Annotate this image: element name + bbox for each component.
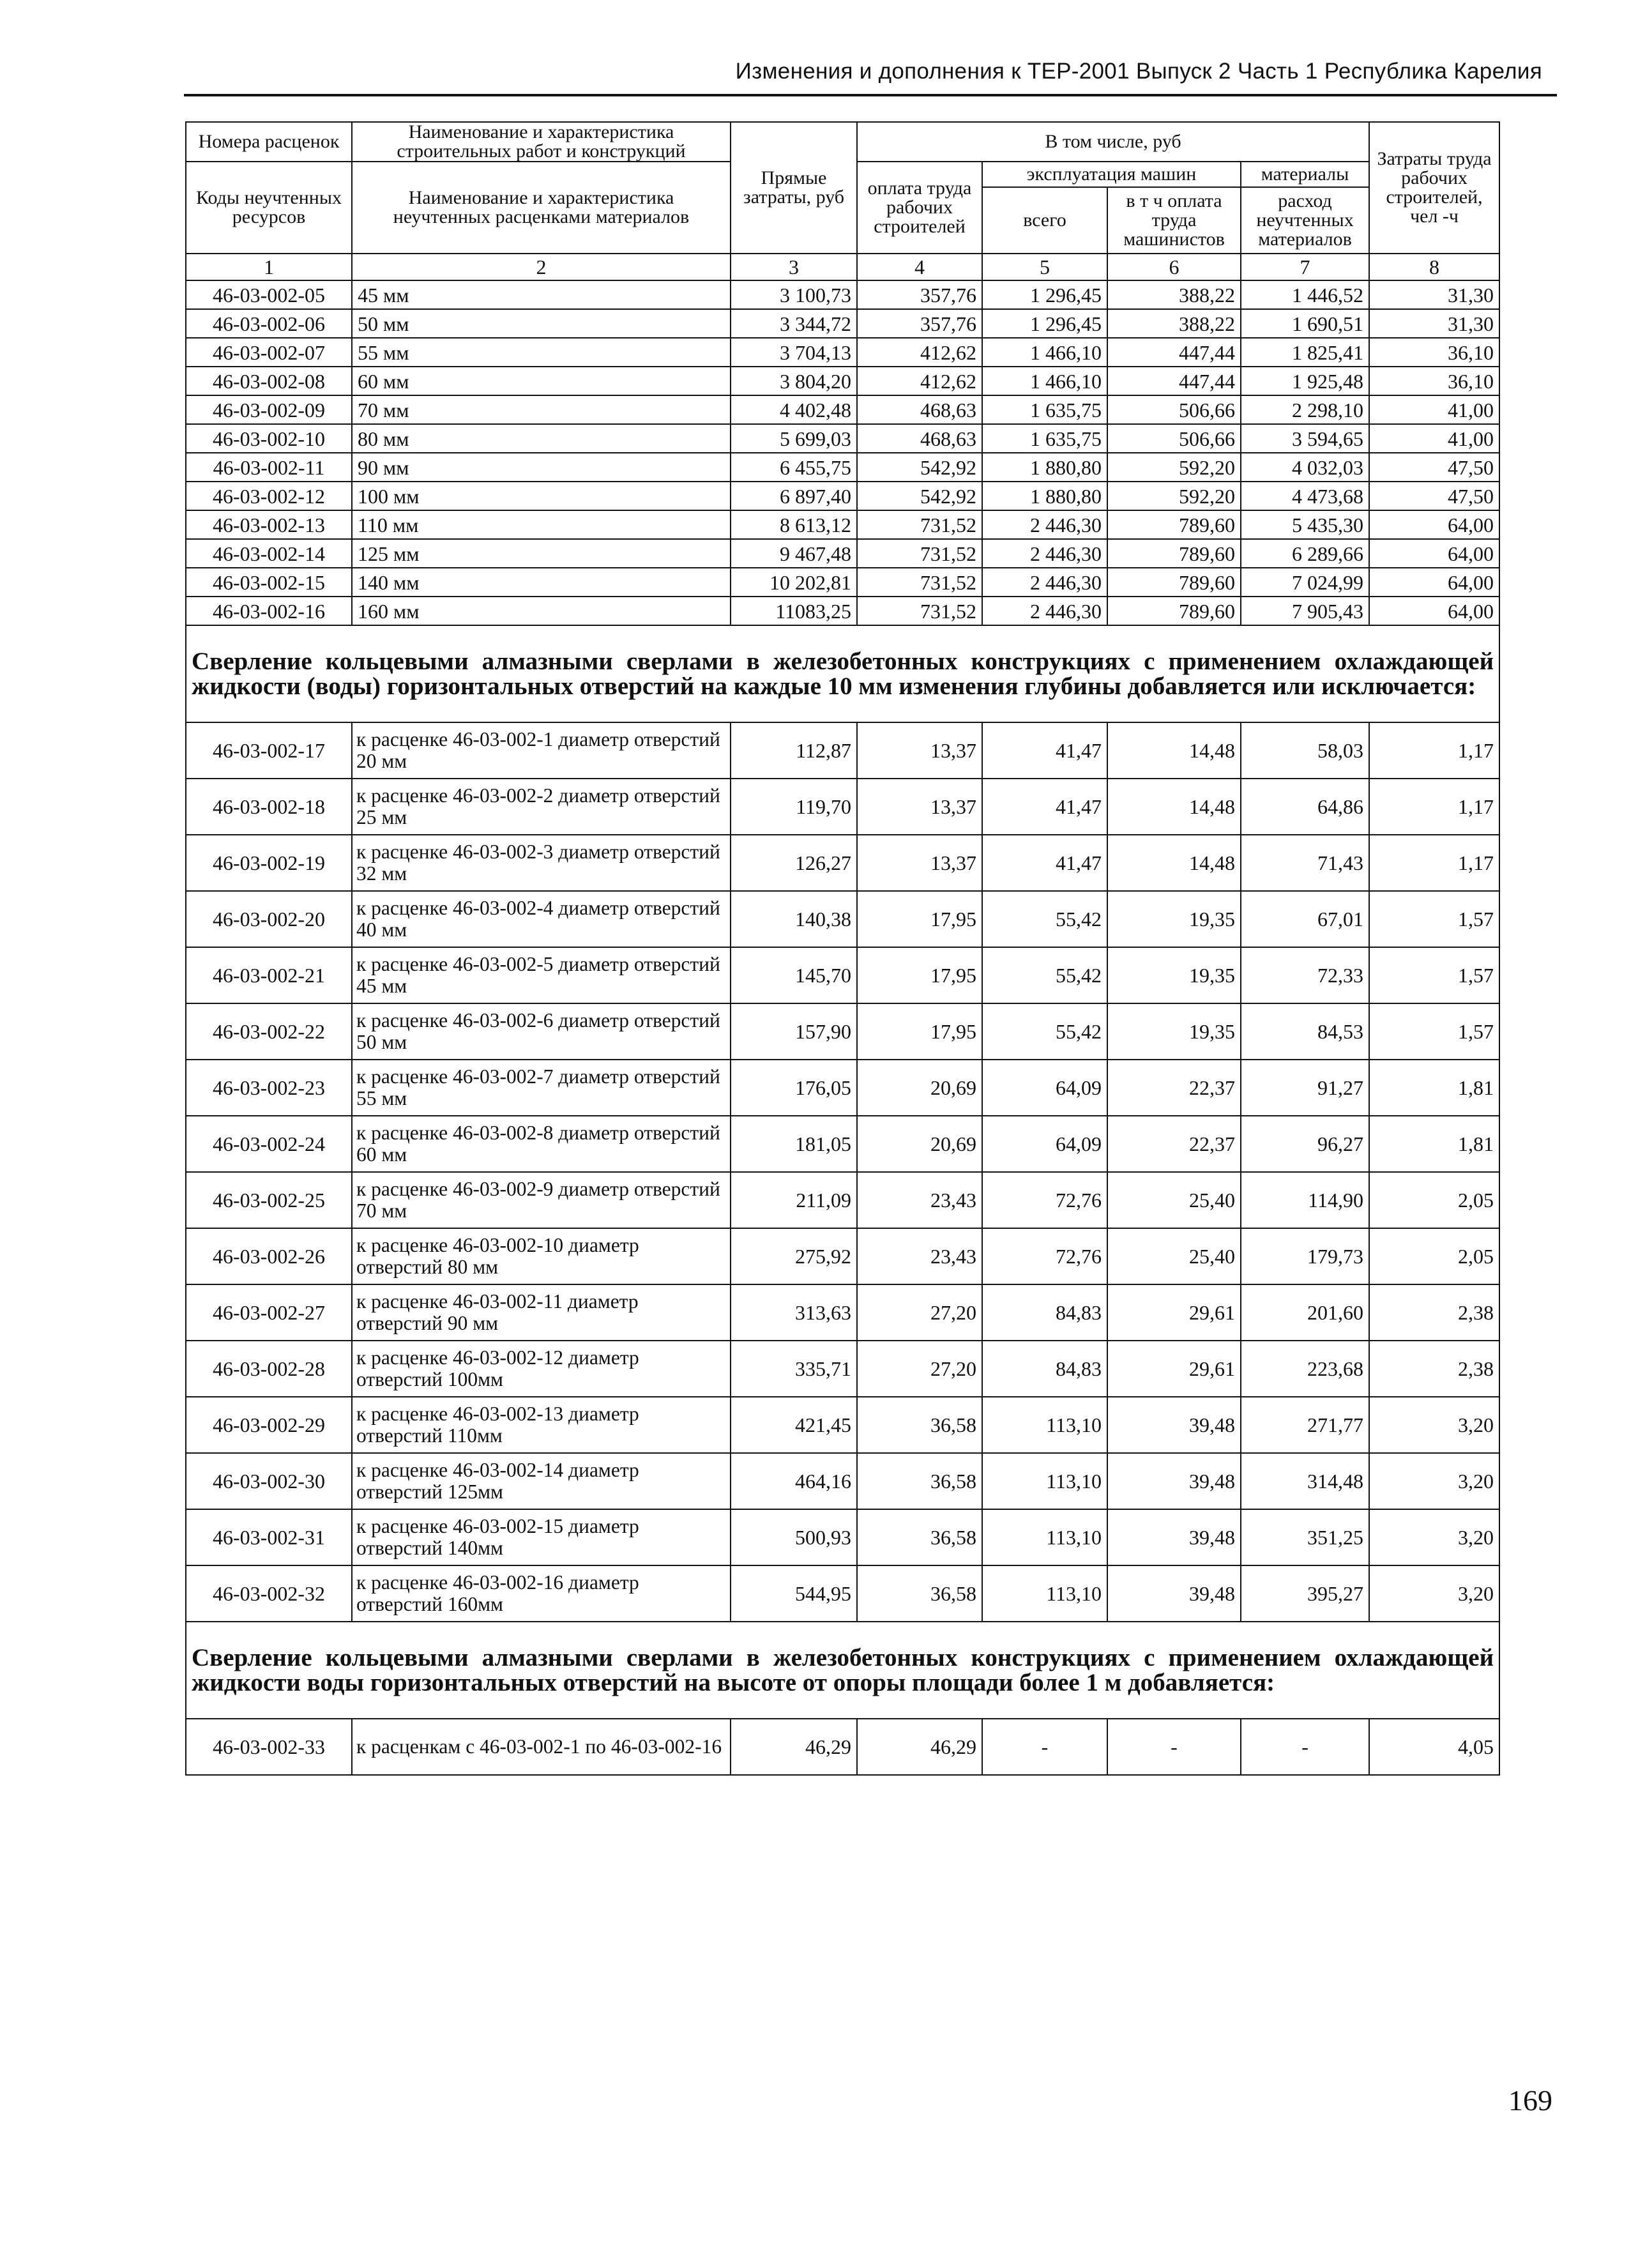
header-materials: материалы — [1241, 162, 1369, 187]
rate-name: 160 мм — [352, 597, 731, 625]
rate-name: к расценке 46-03-002-11 диаметр отверстий 90 мм — [352, 1284, 731, 1341]
rate-name: к расценке 46-03-002-14 диаметр отверстий 125мм — [352, 1453, 731, 1509]
materials: 1 925,48 — [1241, 367, 1369, 395]
materials: 4 473,68 — [1241, 482, 1369, 510]
rates-table — [185, 121, 1500, 1776]
materials: 395,27 — [1241, 1565, 1369, 1622]
labor-pay: 731,52 — [857, 510, 982, 539]
machine-total: 55,42 — [982, 1003, 1107, 1060]
table-row — [186, 891, 1499, 947]
rate-name: к расценке 46-03-002-10 диаметр отверстий 80 мм — [352, 1228, 731, 1284]
column-number: 1 — [186, 254, 352, 280]
machinist-pay: 39,48 — [1107, 1453, 1241, 1509]
rate-code: 46-03-002-32 — [186, 1565, 352, 1622]
rate-name: к расценке 46-03-002-9 диаметр отверстий 70 мм — [352, 1172, 731, 1228]
labor-hours: 41,00 — [1369, 424, 1499, 453]
section-title: Сверление кольцевыми алмазными сверлами в железобетонных конструкциях с применением охлаждающей жидкости (воды) горизонтальных отверстий на каждые 10 мм изменения глубины добавляется или исключается: — [186, 625, 1499, 722]
table-row — [186, 1719, 1499, 1775]
table-row — [186, 338, 1499, 367]
machinist-pay: 22,37 — [1107, 1060, 1241, 1116]
rate-code: 46-03-002-30 — [186, 1453, 352, 1509]
rate-name: 70 мм — [352, 395, 731, 424]
machine-total: 41,47 — [982, 779, 1107, 835]
section-heading-row — [186, 1622, 1499, 1719]
rate-code: 46-03-002-20 — [186, 891, 352, 947]
direct-costs: 211,09 — [731, 1172, 857, 1228]
direct-costs: 140,38 — [731, 891, 857, 947]
rate-code: 46-03-002-31 — [186, 1509, 352, 1565]
table-row — [186, 1172, 1499, 1228]
rate-name: 125 мм — [352, 539, 731, 568]
rate-name: 80 мм — [352, 424, 731, 453]
labor-hours: 3,20 — [1369, 1565, 1499, 1622]
column-number: 4 — [857, 254, 982, 280]
materials: - — [1241, 1719, 1369, 1775]
machine-total: 2 446,30 — [982, 510, 1107, 539]
labor-pay: 357,76 — [857, 309, 982, 338]
rate-code: 46-03-002-09 — [186, 395, 352, 424]
direct-costs: 335,71 — [731, 1341, 857, 1397]
rate-name: 100 мм — [352, 482, 731, 510]
materials: 72,33 — [1241, 947, 1369, 1003]
rate-name: к расценке 46-03-002-7 диаметр отверстий 55 мм — [352, 1060, 731, 1116]
page-number: 169 — [1508, 2084, 1552, 2117]
machine-total: 41,47 — [982, 722, 1107, 779]
column-number: 2 — [352, 254, 731, 280]
rate-code: 46-03-002-11 — [186, 453, 352, 482]
machine-total: 1 466,10 — [982, 367, 1107, 395]
materials: 71,43 — [1241, 835, 1369, 891]
direct-costs: 3 804,20 — [731, 367, 857, 395]
labor-pay: 731,52 — [857, 568, 982, 597]
materials: 4 032,03 — [1241, 453, 1369, 482]
labor-pay: 412,62 — [857, 338, 982, 367]
machine-total: 55,42 — [982, 891, 1107, 947]
machinist-pay: 39,48 — [1107, 1509, 1241, 1565]
machinist-pay: 14,48 — [1107, 779, 1241, 835]
machinist-pay: 447,44 — [1107, 338, 1241, 367]
section-title: Сверление кольцевыми алмазными сверлами в железобетонных конструкциях с применением охлаждающей жидкости воды горизонтальных отверстий на высоте от опоры площади более 1 м добавляется: — [186, 1622, 1499, 1719]
materials: 223,68 — [1241, 1341, 1369, 1397]
labor-hours: 1,57 — [1369, 1003, 1499, 1060]
materials: 58,03 — [1241, 722, 1369, 779]
labor-pay: 542,92 — [857, 482, 982, 510]
machinist-pay: 29,61 — [1107, 1341, 1241, 1397]
machine-total: 72,76 — [982, 1228, 1107, 1284]
labor-pay: 20,69 — [857, 1116, 982, 1172]
machinist-pay: 447,44 — [1107, 367, 1241, 395]
table-row — [186, 1116, 1499, 1172]
rate-name: 55 мм — [352, 338, 731, 367]
machine-total: - — [982, 1719, 1107, 1775]
table-row — [186, 424, 1499, 453]
rate-code: 46-03-002-18 — [186, 779, 352, 835]
table-row — [186, 1060, 1499, 1116]
machine-total: 84,83 — [982, 1341, 1107, 1397]
direct-costs: 176,05 — [731, 1060, 857, 1116]
direct-costs: 9 467,48 — [731, 539, 857, 568]
labor-hours: 1,57 — [1369, 891, 1499, 947]
labor-hours: 3,20 — [1369, 1453, 1499, 1509]
machine-total: 1 635,75 — [982, 424, 1107, 453]
column-number: 6 — [1107, 254, 1241, 280]
rate-name: к расценке 46-03-002-12 диаметр отверстий 100мм — [352, 1341, 731, 1397]
rate-name: 140 мм — [352, 568, 731, 597]
machine-total: 113,10 — [982, 1397, 1107, 1453]
rate-code: 46-03-002-12 — [186, 482, 352, 510]
labor-pay: 357,76 — [857, 280, 982, 309]
labor-pay: 36,58 — [857, 1509, 982, 1565]
rate-code: 46-03-002-08 — [186, 367, 352, 395]
direct-costs: 3 344,72 — [731, 309, 857, 338]
machine-total: 64,09 — [982, 1060, 1107, 1116]
rate-name: к расценке 46-03-002-5 диаметр отверстий 45 мм — [352, 947, 731, 1003]
labor-pay: 13,37 — [857, 722, 982, 779]
labor-pay: 731,52 — [857, 539, 982, 568]
labor-hours: 1,17 — [1369, 835, 1499, 891]
materials: 179,73 — [1241, 1228, 1369, 1284]
rate-name: 60 мм — [352, 367, 731, 395]
rate-name: 90 мм — [352, 453, 731, 482]
machine-total: 1 880,80 — [982, 453, 1107, 482]
materials: 351,25 — [1241, 1509, 1369, 1565]
labor-hours: 2,05 — [1369, 1228, 1499, 1284]
rate-code: 46-03-002-07 — [186, 338, 352, 367]
machinist-pay: 25,40 — [1107, 1172, 1241, 1228]
rate-name: к расценкам с 46-03-002-1 по 46-03-002-16 — [352, 1719, 731, 1775]
column-number: 5 — [982, 254, 1107, 280]
materials: 67,01 — [1241, 891, 1369, 947]
labor-pay: 46,29 — [857, 1719, 982, 1775]
rate-code: 46-03-002-28 — [186, 1341, 352, 1397]
direct-costs: 3 704,13 — [731, 338, 857, 367]
labor-pay: 36,58 — [857, 1565, 982, 1622]
labor-hours: 64,00 — [1369, 597, 1499, 625]
materials: 5 435,30 — [1241, 510, 1369, 539]
table-row — [186, 1228, 1499, 1284]
direct-costs: 313,63 — [731, 1284, 857, 1341]
machine-total: 1 466,10 — [982, 338, 1107, 367]
materials: 84,53 — [1241, 1003, 1369, 1060]
machinist-pay: - — [1107, 1719, 1241, 1775]
header-labor-costs: Затраты труда рабочих строителей, чел -ч — [1369, 122, 1499, 254]
rate-code: 46-03-002-25 — [186, 1172, 352, 1228]
labor-pay: 27,20 — [857, 1341, 982, 1397]
direct-costs: 544,95 — [731, 1565, 857, 1622]
rate-name: к расценке 46-03-002-1 диаметр отверстий 20 мм — [352, 722, 731, 779]
machine-total: 2 446,30 — [982, 539, 1107, 568]
machine-total: 2 446,30 — [982, 597, 1107, 625]
machine-total: 113,10 — [982, 1565, 1107, 1622]
table-row — [186, 779, 1499, 835]
materials: 3 594,65 — [1241, 424, 1369, 453]
machinist-pay: 789,60 — [1107, 539, 1241, 568]
rate-name: к расценке 46-03-002-2 диаметр отверстий 25 мм — [352, 779, 731, 835]
materials: 7 024,99 — [1241, 568, 1369, 597]
machine-total: 1 296,45 — [982, 309, 1107, 338]
labor-hours: 2,38 — [1369, 1341, 1499, 1397]
labor-hours: 64,00 — [1369, 510, 1499, 539]
materials: 64,86 — [1241, 779, 1369, 835]
direct-costs: 119,70 — [731, 779, 857, 835]
labor-hours: 1,81 — [1369, 1060, 1499, 1116]
labor-pay: 27,20 — [857, 1284, 982, 1341]
table-row — [186, 1397, 1499, 1453]
table-row — [186, 1453, 1499, 1509]
machine-total: 1 635,75 — [982, 395, 1107, 424]
header-labor-pay: оплата труда рабочих строителей — [857, 162, 982, 254]
machinist-pay: 19,35 — [1107, 947, 1241, 1003]
labor-hours: 2,38 — [1369, 1284, 1499, 1341]
materials: 2 298,10 — [1241, 395, 1369, 424]
table-row — [186, 1003, 1499, 1060]
machine-total: 84,83 — [982, 1284, 1107, 1341]
rate-code: 46-03-002-19 — [186, 835, 352, 891]
machinist-pay: 39,48 — [1107, 1397, 1241, 1453]
table-row — [186, 1284, 1499, 1341]
table-row — [186, 482, 1499, 510]
labor-hours: 1,17 — [1369, 779, 1499, 835]
labor-pay: 13,37 — [857, 835, 982, 891]
rate-code: 46-03-002-15 — [186, 568, 352, 597]
direct-costs: 46,29 — [731, 1719, 857, 1775]
machinist-pay: 19,35 — [1107, 891, 1241, 947]
direct-costs: 11083,25 — [731, 597, 857, 625]
rate-name: к расценке 46-03-002-13 диаметр отверстий 110мм — [352, 1397, 731, 1453]
rate-code: 46-03-002-24 — [186, 1116, 352, 1172]
labor-hours: 36,10 — [1369, 338, 1499, 367]
machinist-pay: 789,60 — [1107, 597, 1241, 625]
labor-hours: 64,00 — [1369, 539, 1499, 568]
labor-pay: 412,62 — [857, 367, 982, 395]
labor-pay: 17,95 — [857, 947, 982, 1003]
header-direct-costs: Прямые затраты, руб — [731, 122, 857, 254]
rate-name: к расценке 46-03-002-6 диаметр отверстий 50 мм — [352, 1003, 731, 1060]
direct-costs: 6 897,40 — [731, 482, 857, 510]
machinist-pay: 22,37 — [1107, 1116, 1241, 1172]
direct-costs: 6 455,75 — [731, 453, 857, 482]
rate-code: 46-03-002-23 — [186, 1060, 352, 1116]
materials: 1 690,51 — [1241, 309, 1369, 338]
table-row — [186, 309, 1499, 338]
section-heading-row — [186, 625, 1499, 722]
labor-pay: 13,37 — [857, 779, 982, 835]
labor-pay: 36,58 — [857, 1397, 982, 1453]
direct-costs: 3 100,73 — [731, 280, 857, 309]
labor-pay: 17,95 — [857, 1003, 982, 1060]
machinist-pay: 25,40 — [1107, 1228, 1241, 1284]
direct-costs: 126,27 — [731, 835, 857, 891]
header-machinist-pay: в т ч оплата труда машинистов — [1107, 187, 1241, 254]
direct-costs: 112,87 — [731, 722, 857, 779]
header-materials-unaccounted: расход неучтенных материалов — [1241, 187, 1369, 254]
table-row — [186, 835, 1499, 891]
labor-hours: 36,10 — [1369, 367, 1499, 395]
labor-hours: 1,81 — [1369, 1116, 1499, 1172]
labor-hours: 2,05 — [1369, 1172, 1499, 1228]
labor-hours: 1,17 — [1369, 722, 1499, 779]
direct-costs: 157,90 — [731, 1003, 857, 1060]
rate-code: 46-03-002-06 — [186, 309, 352, 338]
materials: 91,27 — [1241, 1060, 1369, 1116]
materials: 96,27 — [1241, 1116, 1369, 1172]
direct-costs: 8 613,12 — [731, 510, 857, 539]
table-row — [186, 539, 1499, 568]
labor-pay: 20,69 — [857, 1060, 982, 1116]
header-codes: Коды неучтенных ресурсов — [186, 162, 352, 254]
direct-costs: 500,93 — [731, 1509, 857, 1565]
labor-pay: 23,43 — [857, 1172, 982, 1228]
header-including: В том числе, руб — [857, 122, 1369, 162]
rate-code: 46-03-002-27 — [186, 1284, 352, 1341]
direct-costs: 5 699,03 — [731, 424, 857, 453]
machinist-pay: 19,35 — [1107, 1003, 1241, 1060]
labor-pay: 468,63 — [857, 424, 982, 453]
header-material-name: Наименование и характеристика неучтенных расценками материалов — [352, 162, 731, 254]
table-row — [186, 1341, 1499, 1397]
labor-pay: 36,58 — [857, 1453, 982, 1509]
machinist-pay: 789,60 — [1107, 510, 1241, 539]
table-row — [186, 367, 1499, 395]
materials: 6 289,66 — [1241, 539, 1369, 568]
direct-costs: 275,92 — [731, 1228, 857, 1284]
column-numbers-row — [186, 254, 1499, 280]
rate-code: 46-03-002-10 — [186, 424, 352, 453]
machine-total: 1 296,45 — [982, 280, 1107, 309]
table-row — [186, 722, 1499, 779]
materials: 1 446,52 — [1241, 280, 1369, 309]
labor-hours: 64,00 — [1369, 568, 1499, 597]
materials: 7 905,43 — [1241, 597, 1369, 625]
table-row — [186, 280, 1499, 309]
column-number: 8 — [1369, 254, 1499, 280]
column-number: 7 — [1241, 254, 1369, 280]
machinist-pay: 506,66 — [1107, 424, 1241, 453]
machinist-pay: 592,20 — [1107, 453, 1241, 482]
table-row — [186, 453, 1499, 482]
machinist-pay: 14,48 — [1107, 835, 1241, 891]
labor-hours: 1,57 — [1369, 947, 1499, 1003]
machinist-pay: 506,66 — [1107, 395, 1241, 424]
machine-total: 55,42 — [982, 947, 1107, 1003]
direct-costs: 10 202,81 — [731, 568, 857, 597]
machine-total: 113,10 — [982, 1453, 1107, 1509]
running-header: Изменения и дополнения к ТЕР-2001 Выпуск 2 Часть 1 Республика Карелия — [735, 59, 1542, 84]
labor-pay: 468,63 — [857, 395, 982, 424]
machine-total: 41,47 — [982, 835, 1107, 891]
header-machine-ops: эксплуатация машин — [982, 162, 1241, 187]
rate-code: 46-03-002-22 — [186, 1003, 352, 1060]
rate-code: 46-03-002-26 — [186, 1228, 352, 1284]
header-rule — [184, 94, 1557, 96]
materials: 271,77 — [1241, 1397, 1369, 1453]
rate-code: 46-03-002-05 — [186, 280, 352, 309]
materials: 1 825,41 — [1241, 338, 1369, 367]
rate-code: 46-03-002-16 — [186, 597, 352, 625]
materials: 314,48 — [1241, 1453, 1369, 1509]
rate-name: к расценке 46-03-002-16 диаметр отверстий 160мм — [352, 1565, 731, 1622]
labor-hours: 47,50 — [1369, 453, 1499, 482]
rate-name: к расценке 46-03-002-15 диаметр отверстий 140мм — [352, 1509, 731, 1565]
table-row — [186, 1509, 1499, 1565]
labor-hours: 3,20 — [1369, 1509, 1499, 1565]
header-work-name: Наименование и характеристика строительных работ и конструкций — [352, 122, 731, 162]
table-row — [186, 395, 1499, 424]
labor-hours: 31,30 — [1369, 309, 1499, 338]
machine-total: 72,76 — [982, 1172, 1107, 1228]
labor-pay: 23,43 — [857, 1228, 982, 1284]
table-row — [186, 568, 1499, 597]
rate-code: 46-03-002-33 — [186, 1719, 352, 1775]
machinist-pay: 592,20 — [1107, 482, 1241, 510]
direct-costs: 145,70 — [731, 947, 857, 1003]
machine-total: 64,09 — [982, 1116, 1107, 1172]
machine-total: 2 446,30 — [982, 568, 1107, 597]
rate-code: 46-03-002-29 — [186, 1397, 352, 1453]
machinist-pay: 789,60 — [1107, 568, 1241, 597]
rate-name: к расценке 46-03-002-8 диаметр отверстий 60 мм — [352, 1116, 731, 1172]
rate-name: 110 мм — [352, 510, 731, 539]
direct-costs: 464,16 — [731, 1453, 857, 1509]
direct-costs: 181,05 — [731, 1116, 857, 1172]
labor-hours: 4,05 — [1369, 1719, 1499, 1775]
labor-hours: 41,00 — [1369, 395, 1499, 424]
materials: 114,90 — [1241, 1172, 1369, 1228]
table-row — [186, 510, 1499, 539]
labor-pay: 17,95 — [857, 891, 982, 947]
labor-pay: 542,92 — [857, 453, 982, 482]
rate-code: 46-03-002-17 — [186, 722, 352, 779]
direct-costs: 4 402,48 — [731, 395, 857, 424]
labor-hours: 3,20 — [1369, 1397, 1499, 1453]
labor-hours: 47,50 — [1369, 482, 1499, 510]
header-rate-numbers: Номера расценок — [186, 122, 352, 162]
machinist-pay: 39,48 — [1107, 1565, 1241, 1622]
machinist-pay: 14,48 — [1107, 722, 1241, 779]
rate-code: 46-03-002-14 — [186, 539, 352, 568]
header-machine-total: всего — [982, 187, 1107, 254]
rate-code: 46-03-002-13 — [186, 510, 352, 539]
column-number: 3 — [731, 254, 857, 280]
machine-total: 113,10 — [982, 1509, 1107, 1565]
machinist-pay: 388,22 — [1107, 309, 1241, 338]
labor-hours: 31,30 — [1369, 280, 1499, 309]
rate-name: 45 мм — [352, 280, 731, 309]
materials: 201,60 — [1241, 1284, 1369, 1341]
rate-name: 50 мм — [352, 309, 731, 338]
direct-costs: 421,45 — [731, 1397, 857, 1453]
table-row — [186, 597, 1499, 625]
machine-total: 1 880,80 — [982, 482, 1107, 510]
rate-code: 46-03-002-21 — [186, 947, 352, 1003]
table-row — [186, 947, 1499, 1003]
machinist-pay: 29,61 — [1107, 1284, 1241, 1341]
labor-pay: 731,52 — [857, 597, 982, 625]
rate-name: к расценке 46-03-002-3 диаметр отверстий 32 мм — [352, 835, 731, 891]
table-row — [186, 1565, 1499, 1622]
rate-name: к расценке 46-03-002-4 диаметр отверстий 40 мм — [352, 891, 731, 947]
machinist-pay: 388,22 — [1107, 280, 1241, 309]
